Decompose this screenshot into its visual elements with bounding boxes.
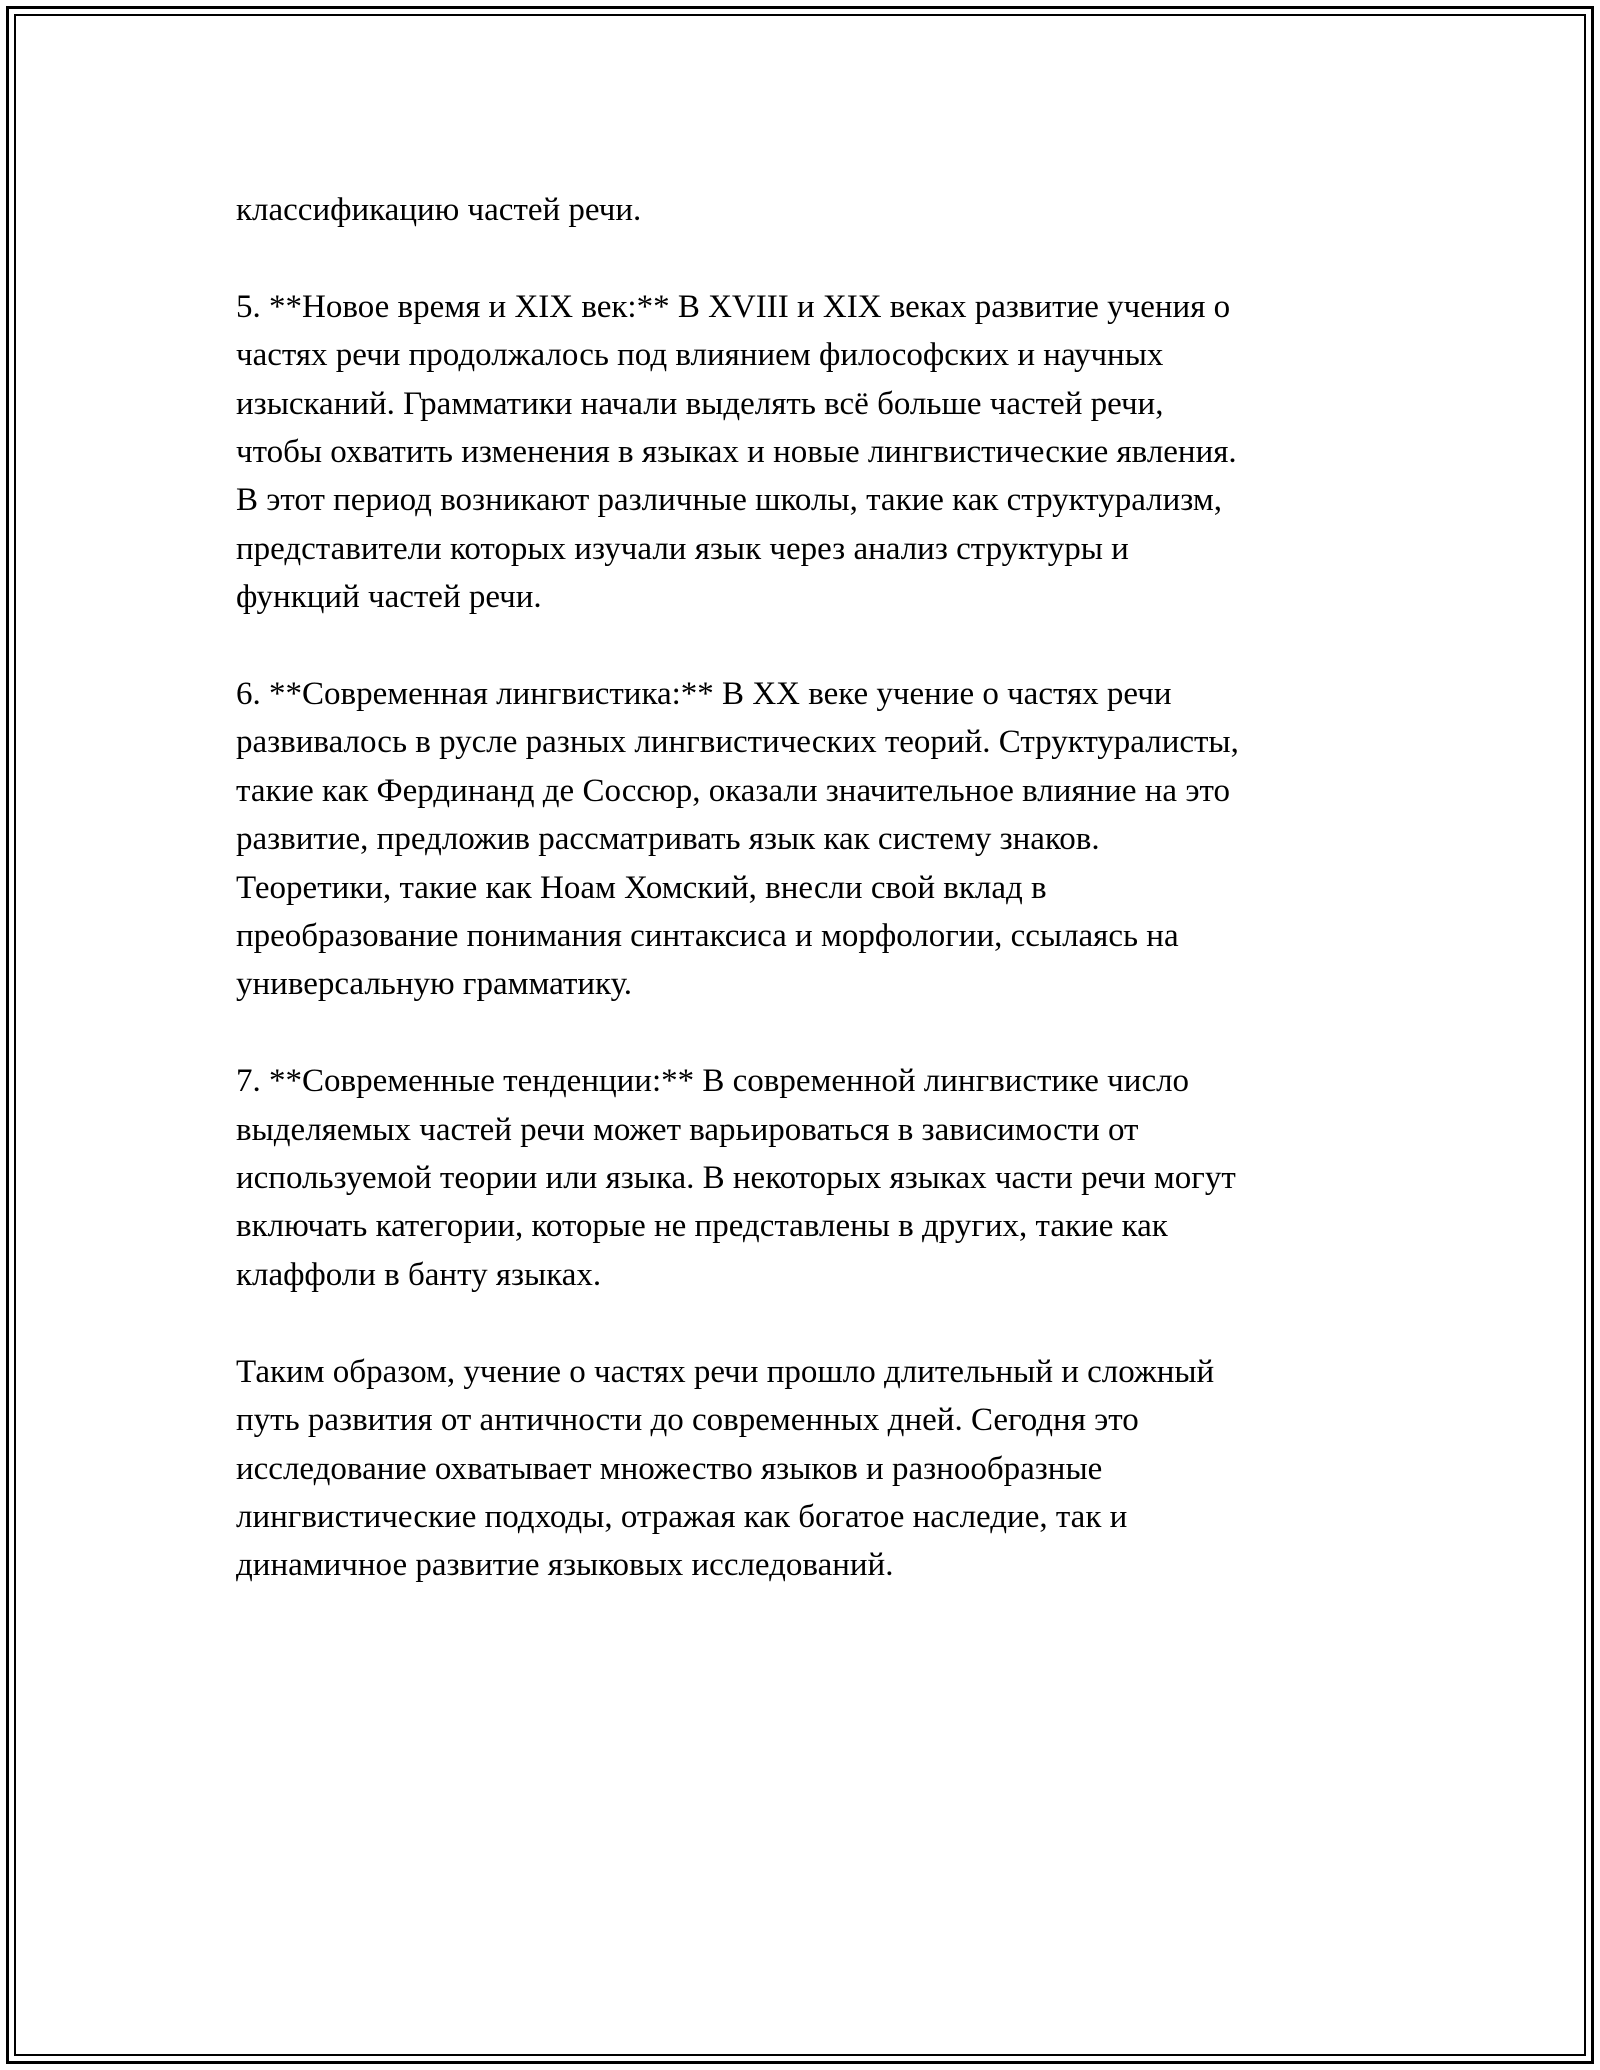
document-body <box>236 186 1366 1638</box>
paragraph-continuation: классификацию частей речи. <box>236 192 642 228</box>
paragraph-item-5: 5. **Новое время и XIX век:** В XVIII и XIX веках развитие учения о частях речи продолжалось под влиянием философских и научных изысканий. Грамматики начали выделять всё больше частей речи, чтобы охватить изменения в языках и новые лингвистические явления. В этот период возникают различные школы, такие как структурализм, представители которых изучали язык через анализ структуры и функций частей речи. <box>236 288 1237 616</box>
paragraph-item-6: 6. **Современная лингвистика:** В XX веке учение о частях речи развивалось в русле разных лингвистических теорий. Структуралисты, такие как Фердинанд де Соссюр, оказали значительное влияние на это развитие, предложив рассматривать язык как систему знаков. Теоретики, такие как Ноам Хомский, внесли свой вклад в преобразование понимания синтаксиса и морфологии, ссылаясь на универсальную грамматику. <box>236 676 1239 1003</box>
paragraph-conclusion: Таким образом, учение о частях речи прошло длительный и сложный путь развития от античности до современных дней. Сегодня это исследование охватывает множество языков и разнообразные лингвистические подходы, отражая как богатое наследие, так и динамичное развитие языковых исследований. <box>236 1353 1215 1584</box>
paragraph-item-7: 7. **Современные тенденции:** В современной лингвистике число выделяемых частей речи может варьироваться в зависимости от используемой теории или языка. В некоторых языках части речи могут включать категории, которые не представлены в других, такие как клаффоли в банту языках. <box>236 1063 1236 1293</box>
